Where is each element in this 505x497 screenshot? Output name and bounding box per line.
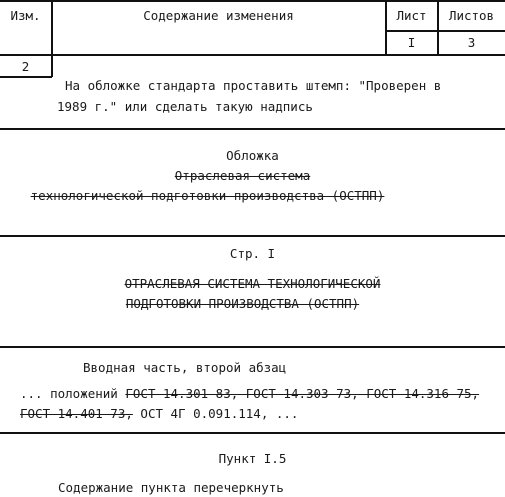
listov-value: 3 xyxy=(467,35,476,50)
izm-header: Изм. xyxy=(10,7,41,23)
divider-3 xyxy=(0,346,505,348)
content-header: Содержание изменения xyxy=(143,7,294,23)
intro-line-2: 1989 г." или сделать такую надпись xyxy=(57,99,313,114)
page1-struck-line-1: ОТРАСЛЕВАЯ СИСТЕМА ТЕХНОЛОГИЧЕСКОЙ xyxy=(124,276,381,291)
intro-part-line-1 xyxy=(20,386,479,401)
intro-part-line-2 xyxy=(20,406,298,421)
page1-struck-line-2: ПОДГОТОВКИ ПРОИЗВОДСТВА (ОСТПП) xyxy=(125,296,360,311)
change-number-bottom-border xyxy=(0,76,52,78)
cover-struck-line-2: технологической подготовки производства (ОСТПП) xyxy=(30,188,385,203)
header-bottom-border xyxy=(0,54,505,56)
change-number: 2 xyxy=(21,58,30,74)
divider-4 xyxy=(0,432,505,434)
intro-part-line-2-suffix: ОСТ 4Г 0.091.114, ... xyxy=(140,406,299,421)
point-text: Содержание пункта перечеркнуть xyxy=(58,480,284,495)
divider-1 xyxy=(0,128,505,130)
listov-header: Листов xyxy=(448,7,495,23)
list-value: I xyxy=(407,35,416,50)
intro-line-1: На обложке стандарта проставить штемп: "Проверен в xyxy=(65,78,442,93)
change-number-right-border xyxy=(51,55,53,77)
intro-part-line-1-struck: ГОСТ 14.301-83, ГОСТ 14.303-73, ГОСТ 14.316-75, xyxy=(125,386,480,401)
intro-part-line-2-struck: ГОСТ 14.401-73, xyxy=(20,406,133,421)
cover-title: Обложка xyxy=(226,148,279,163)
point-title: Пункт I.5 xyxy=(218,451,287,466)
intro-part-line-1-prefix: ... положений xyxy=(20,386,118,401)
list-header: Лист xyxy=(396,7,427,23)
cover-struck-line-1: Отраслевая система xyxy=(174,168,311,183)
page1-title: Стр. I xyxy=(229,246,276,261)
intro-part-title: Вводная часть, второй абзац xyxy=(83,360,287,375)
divider-2 xyxy=(0,235,505,237)
